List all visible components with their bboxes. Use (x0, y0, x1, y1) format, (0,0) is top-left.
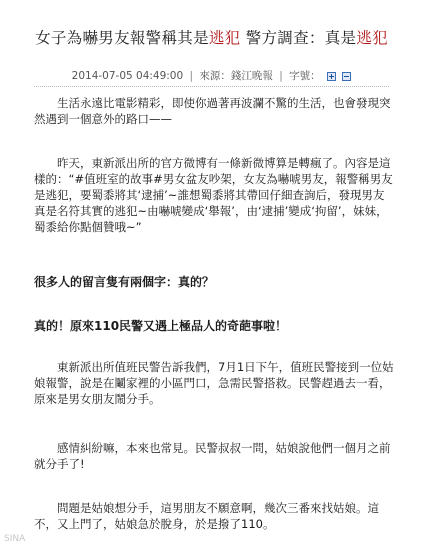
article-paragraph: 感情糾紛嘛，本來也常見。民警叔叔一問，姑娘說他們一個月之前就分手了! (34, 441, 391, 471)
header-divider (34, 86, 389, 87)
font-decrease-icon[interactable] (342, 72, 351, 81)
meta-separator: | (279, 70, 283, 82)
article-meta (0, 68, 423, 83)
article-paragraph: 昨天，東新派出所的官方微博有一條新微博算是轉瘋了。內容是這樣的：“#值班室的故事#男女盆友吵架，女友為嚇唬男友，報警稱男友是逃犯，要蜀黍將其‘逮捕’~誰想蜀黍將其帶回仔細查詢后，發現男友真是名符其實的逃犯~由嚇唬變成‘舉報’，由‘逮捕’變成‘拘留’，妹妹， 蜀黍給你點個贊哦~” (34, 156, 393, 234)
article-subhead: 很多人的留言隻有兩個字：真的？ (34, 275, 215, 289)
title-highlight-1[interactable]: 逃犯 (208, 29, 241, 47)
title-text-2: 警方調查：真是 (240, 29, 357, 47)
source-name: 錢江晚報 (230, 70, 273, 82)
watermark: SINA (4, 534, 26, 544)
article-paragraph: 生活永遠比電影精彩，即使你過著再波瀾不驚的生活，也會發現突然遇到一個意外的路口—— (34, 96, 391, 126)
source-label: 來源： (199, 70, 231, 82)
title-text-1: 女子為嚇男友報警稱其是 (35, 29, 209, 47)
article-title (0, 26, 423, 48)
article-paragraph: 問題是姑娘想分手，這男朋友不願意啊，幾次三番來找姑娘。這不，又上門了，姑娘急於脫身，於是撥了110。 (34, 501, 379, 531)
title-highlight-2[interactable]: 逃犯 (356, 29, 388, 47)
article-subhead: 真的！原來110民警又遇上極品人的奇葩事啦！ (34, 319, 288, 333)
article-paragraph: 東新派出所值班民警告訴我們，7月1日下午，值班民警接到一位姑娘報警，說是在鬮家裡的小區門口，急需民警搭救。民警趕過去一看，原來是男女朋友鬧分手。 (34, 360, 394, 406)
publish-datetime: 2014-07-05 04:49:00 (71, 70, 184, 82)
font-increase-icon[interactable] (327, 72, 336, 81)
fontsize-label: 字號： (289, 70, 321, 82)
meta-separator: | (189, 70, 194, 82)
